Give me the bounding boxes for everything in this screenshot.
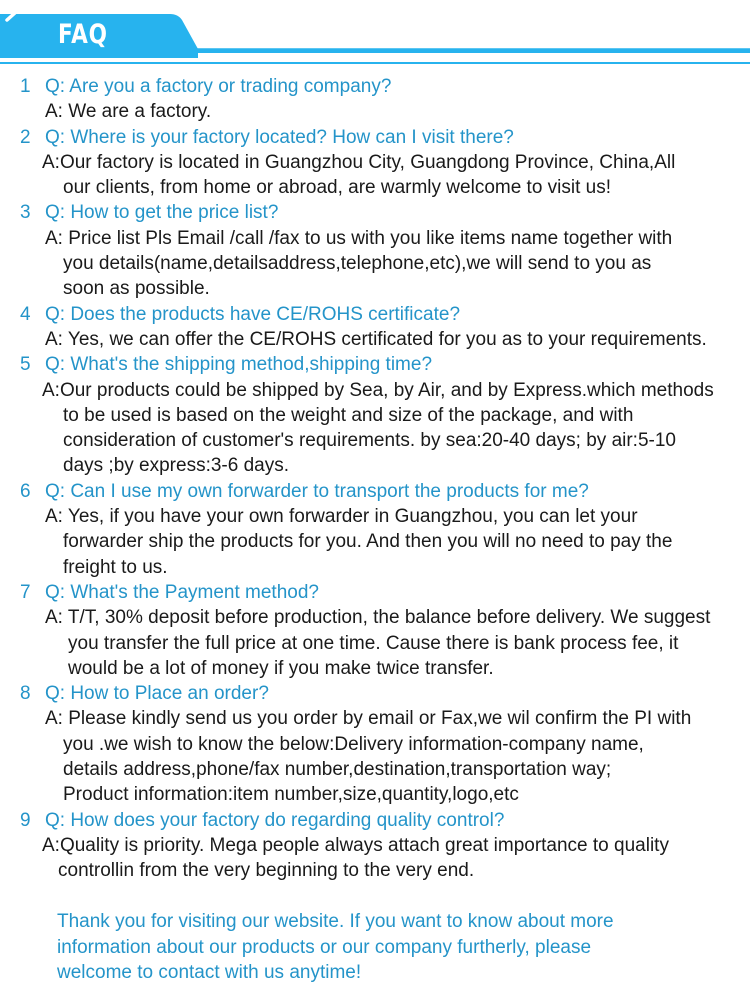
faq-question <box>0 580 750 605</box>
closing-line: welcome to contact with us anytime! <box>57 962 362 983</box>
closing-line: Thank you for visiting our website. If you want to know about more <box>57 911 614 932</box>
faq-item <box>0 74 750 125</box>
answer-line: would be a lot of money if you make twice transfer. <box>68 657 494 679</box>
answer-line: Product information:item number,size,quantity,logo,etc <box>63 784 519 806</box>
question-text: Q: Does the products have CE/ROHS certificate? <box>45 303 461 325</box>
question-number: 2 <box>20 126 31 148</box>
question-text: Q: Can I use my own forwarder to transport the products for me? <box>45 480 589 502</box>
faq-answer <box>0 833 750 884</box>
question-text: Q: How to get the price list? <box>45 202 279 224</box>
question-number: 7 <box>20 581 31 603</box>
faq-question <box>0 479 750 504</box>
answer-line: consideration of customer's requirements. by sea:20-40 days; by air:5-10 <box>63 430 676 452</box>
question-number: 1 <box>20 76 31 97</box>
question-text: Q: What's the shipping method,shipping time? <box>45 354 433 376</box>
faq-question <box>0 681 750 706</box>
closing-line: information about our products or our company furtherly, please <box>57 936 592 958</box>
question-text: Q: Are you a factory or trading company? <box>45 76 392 97</box>
answer-line: A: Please kindly send us you order by email or Fax,we wil confirm the PI with <box>45 708 692 730</box>
faq-item <box>0 580 750 681</box>
faq-answer <box>0 706 750 807</box>
answer-line: A: T/T, 30% deposit before production, the balance before delivery. We suggest <box>45 607 711 629</box>
answer-line: freight to us. <box>63 556 168 578</box>
answer-line: A: Price list Pls Email /call /fax to us with you like items name together with <box>45 227 673 249</box>
answer-line: you details(name,detailsaddress,telephone,etc),we will send to you as <box>63 253 652 275</box>
faq-question <box>0 302 750 327</box>
answer-line: soon as possible. <box>63 278 210 300</box>
faq-answer <box>0 226 750 302</box>
chevron-right-icon <box>0 0 24 24</box>
answer-line: A:Our factory is located in Guangzhou City, Guangdong Province, China,All <box>42 151 676 173</box>
question-number: 6 <box>20 480 31 502</box>
faq-question <box>0 200 750 225</box>
faq-item <box>0 302 750 353</box>
faq-question <box>0 74 750 99</box>
question-number: 5 <box>20 354 31 376</box>
question-number: 9 <box>20 809 31 831</box>
faq-item <box>0 479 750 580</box>
question-text: Q: How does your factory do regarding quality control? <box>45 809 505 831</box>
faq-answer <box>0 150 750 201</box>
faq-question <box>0 352 750 377</box>
faq-header-banner <box>0 0 750 70</box>
question-number: 3 <box>20 202 31 224</box>
faq-answer <box>0 99 750 124</box>
faq-item <box>0 200 750 301</box>
answer-line: controllin from the very beginning to the very end. <box>58 860 475 882</box>
faq-item <box>0 125 750 201</box>
answer-line: forwarder ship the products for you. And then you will no need to pay the <box>63 531 673 553</box>
faq-item <box>0 352 750 478</box>
page-title: FAQ <box>58 19 108 50</box>
header-banner-shape <box>0 0 750 70</box>
question-text: Q: How to Place an order? <box>45 683 269 705</box>
faq-question <box>0 808 750 833</box>
answer-line: you .we wish to know the below:Delivery information-company name, <box>63 733 644 755</box>
answer-line: A:Our products could be shipped by Sea, by Air, and by Express.which methods <box>42 379 714 401</box>
answer-line: to be used is based on the weight and size of the package, and with <box>63 404 634 426</box>
question-number: 8 <box>20 683 31 705</box>
faq-answer <box>0 378 750 479</box>
question-number: 4 <box>20 303 31 325</box>
answer-line: our clients, from home or abroad, are warmly welcome to visit us! <box>63 177 612 199</box>
answer-line: details address,phone/fax number,destination,transportation way; <box>63 759 612 781</box>
answer-line: days ;by express:3-6 days. <box>63 455 289 477</box>
faq-list <box>0 74 750 884</box>
answer-line: A: Yes, if you have your own forwarder in Guangzhou, you can let your <box>45 506 638 528</box>
answer-line: you transfer the full price at one time. Cause there is bank process fee, it <box>68 632 679 654</box>
faq-answer <box>0 605 750 681</box>
faq-item <box>0 681 750 807</box>
answer-line: A:Quality is priority. Mega people always attach great importance to quality <box>42 834 669 856</box>
faq-answer <box>0 504 750 580</box>
faq-question <box>0 125 750 150</box>
faq-answer <box>0 327 750 352</box>
answer-line: A: Yes, we can offer the CE/ROHS certificated for you as to your requirements. <box>45 328 707 350</box>
answer-line: A: We are a factory. <box>45 101 212 123</box>
question-text: Q: Where is your factory located? How can I visit there? <box>45 126 514 148</box>
closing-message <box>57 909 614 986</box>
faq-item <box>0 808 750 884</box>
question-text: Q: What's the Payment method? <box>45 581 319 603</box>
